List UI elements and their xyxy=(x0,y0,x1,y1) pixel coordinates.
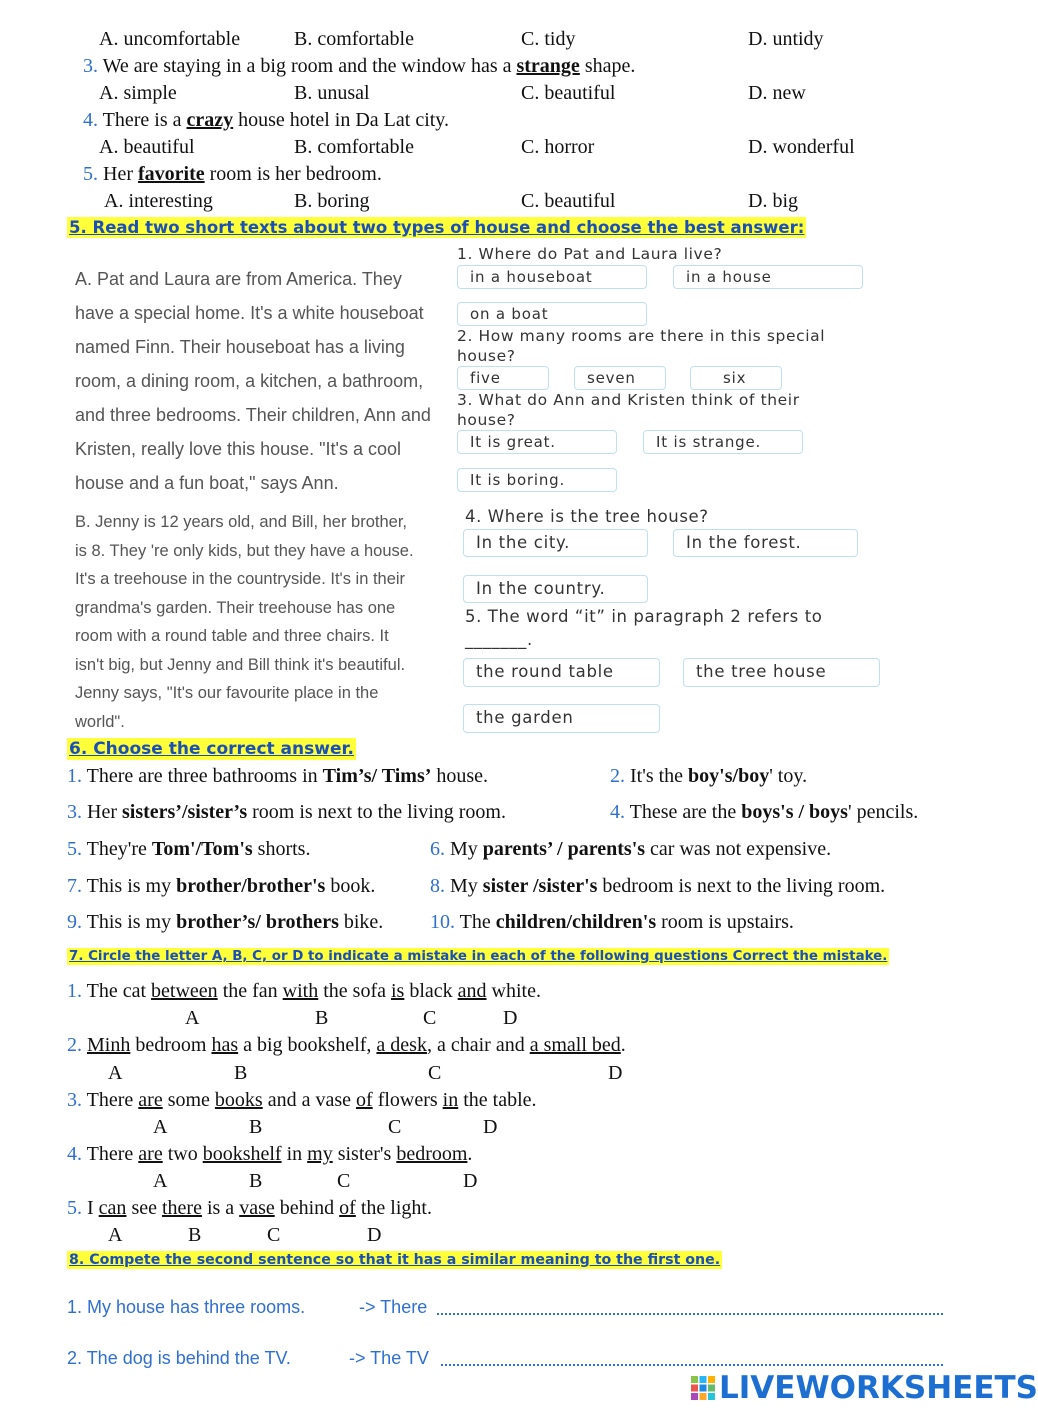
item-text: car was not expensive. xyxy=(645,838,832,860)
letter-d[interactable]: D xyxy=(608,1062,623,1084)
sentence-text: There xyxy=(86,1143,139,1165)
underlined-option[interactable]: of xyxy=(356,1089,373,1111)
sentence-text: . xyxy=(620,1034,626,1056)
item-text: My xyxy=(450,875,483,897)
item-text: This is my xyxy=(86,875,177,897)
sentence-text: There xyxy=(86,1089,139,1111)
answer-box[interactable]: In the city. xyxy=(463,529,648,557)
q3-option-b[interactable]: B. unusal xyxy=(294,82,370,104)
item-number: 1. xyxy=(67,765,82,787)
passage-line: named Finn. Their houseboat has a living xyxy=(75,337,405,357)
letter-c[interactable]: C xyxy=(428,1062,442,1084)
rewrite-sentence-1: 1. My house has three rooms. xyxy=(67,1297,306,1317)
underlined-option[interactable]: has xyxy=(211,1034,239,1056)
passage-line: isn't big, but Jenny and Bill think it's beautiful. xyxy=(75,655,406,674)
passage-line: A. Pat and Laura are from America. They xyxy=(75,269,402,289)
underlined-option[interactable]: a desk xyxy=(376,1034,427,1056)
passage-line: grandma's garden. Their treehouse has one xyxy=(75,598,396,617)
letter-d[interactable]: D xyxy=(503,1007,518,1029)
choice-item-2 xyxy=(610,765,807,788)
sentence-text: I xyxy=(87,1197,99,1219)
answer-box[interactable]: the round table xyxy=(463,658,660,687)
item-number: 5. xyxy=(67,838,82,860)
item-number: 8. xyxy=(430,875,445,897)
reading-question-3: 3. What do Ann and Kristen think of their xyxy=(457,391,800,409)
letter-a[interactable]: A xyxy=(108,1224,123,1246)
sentence-text: and a vase xyxy=(262,1089,357,1111)
choice-item-8 xyxy=(430,875,885,898)
item-number: 4. xyxy=(610,801,625,823)
question-text: There is a xyxy=(102,109,187,131)
sentence-text: see xyxy=(126,1197,162,1219)
question-4 xyxy=(83,109,449,132)
item-text: room is upstairs. xyxy=(656,911,794,933)
liveworksheets-brand: LIVEWORKSHEETS xyxy=(719,1370,1038,1406)
choice-options[interactable]: boy's/boy xyxy=(688,765,770,787)
sentence-text: in xyxy=(281,1143,308,1165)
sentence-text: the fan xyxy=(217,980,283,1002)
choice-item-5 xyxy=(67,838,310,861)
answer-box[interactable]: the tree house xyxy=(683,658,880,687)
letter-c[interactable]: C xyxy=(337,1170,351,1192)
item-text: It's the xyxy=(630,765,689,787)
q4-option-b[interactable]: B. comfortable xyxy=(294,136,414,158)
choice-options[interactable]: boys's / boys xyxy=(741,801,848,823)
letter-b[interactable]: B xyxy=(234,1062,248,1084)
key-word: favorite xyxy=(137,163,205,185)
underlined-option[interactable]: can xyxy=(98,1197,127,1219)
q3-option-d[interactable]: D. new xyxy=(748,82,806,104)
choice-item-4 xyxy=(610,801,918,824)
reading-question-3-cont: house? xyxy=(457,411,516,429)
rewrite-prompt-2: -> The TV xyxy=(349,1348,429,1368)
passage-b xyxy=(75,508,414,736)
underlined-option[interactable]: of xyxy=(339,1197,356,1219)
answer-box[interactable]: five xyxy=(457,366,549,390)
passage-line: have a special home. It's a white houseboat xyxy=(75,303,424,323)
key-word: strange xyxy=(516,55,580,77)
answer-box[interactable]: It is great. xyxy=(457,430,617,454)
reading-question-2: 2. How many rooms are there in this special xyxy=(457,327,826,345)
passage-line: It's a treehouse in the countryside. It's in their xyxy=(75,570,406,588)
sentence-text: white. xyxy=(486,980,541,1002)
key-word: crazy xyxy=(186,109,234,131)
q4-option-d[interactable]: D. wonderful xyxy=(748,136,855,158)
letter-c[interactable]: C xyxy=(388,1116,402,1138)
section-8-heading: 8. Compete the second sentence so that it has a similar meaning to the first one. xyxy=(69,1252,721,1268)
underlined-option[interactable]: Minh xyxy=(87,1034,131,1056)
rewrite-prompt-1: -> There xyxy=(359,1297,428,1317)
underlined-option[interactable]: with xyxy=(282,980,319,1002)
q5-option-a[interactable]: A. interesting xyxy=(104,190,213,212)
question-text: shape. xyxy=(579,55,636,77)
sentence-text: black xyxy=(404,980,458,1002)
sentence-text: the light. xyxy=(355,1197,432,1219)
passage-line: room, a dining room, a kitchen, a bathroom, xyxy=(75,371,424,391)
item-text: They're xyxy=(86,838,152,860)
underlined-option[interactable]: my xyxy=(307,1143,333,1165)
letter-c[interactable]: C xyxy=(267,1224,281,1246)
item-text: house. xyxy=(431,765,489,787)
answer-line-1[interactable] xyxy=(437,1313,943,1315)
letter-a[interactable]: A xyxy=(153,1116,168,1138)
underlined-option[interactable]: is xyxy=(391,980,405,1002)
letter-a[interactable]: A xyxy=(108,1062,123,1084)
sentence-text: . xyxy=(467,1143,473,1165)
sentence-text: behind xyxy=(274,1197,340,1219)
item-text: room is next to the living room. xyxy=(247,801,506,823)
choice-options[interactable]: Tim’s/ Tims’ xyxy=(322,765,432,787)
item-text: The xyxy=(459,911,496,933)
section-5-heading: 5. Read two short texts about two types of house and choose the best answer: xyxy=(69,218,805,237)
reading-question-5: 5. The word “it” in paragraph 2 refers to xyxy=(465,607,823,626)
choice-options[interactable]: Tom'/Tom's xyxy=(151,838,253,860)
item-text: ' pencils. xyxy=(847,801,919,823)
q2-option-b[interactable]: B. comfortable xyxy=(294,28,414,50)
question-text: house hotel in Da Lat city. xyxy=(233,109,450,131)
underlined-option[interactable]: in xyxy=(442,1089,459,1111)
letter-b[interactable]: B xyxy=(249,1170,263,1192)
passage-line: world". xyxy=(75,712,125,731)
passage-line: Jenny says, "It's our favourite place in the xyxy=(75,684,379,702)
passage-line: Kristen, really love this house. "It's a cool xyxy=(75,439,401,459)
q3-option-a[interactable]: A. simple xyxy=(99,82,177,104)
item-number: 4. xyxy=(67,1143,82,1165)
item-number: 9. xyxy=(67,911,82,933)
item-number: 10. xyxy=(430,911,455,933)
item-number: 3. xyxy=(67,801,82,823)
question-number: 3. xyxy=(83,55,98,77)
answer-box[interactable]: six xyxy=(690,366,782,390)
choice-item-7 xyxy=(67,875,375,898)
answer-box[interactable]: in a house xyxy=(673,265,863,289)
underlined-option[interactable]: bedroom xyxy=(396,1143,468,1165)
item-number: 2. xyxy=(67,1034,82,1056)
liveworksheets-logo-icon xyxy=(690,1375,716,1401)
reading-question-5-blank: _______. xyxy=(465,630,533,649)
question-5 xyxy=(83,163,382,186)
answer-box[interactable]: It is strange. xyxy=(643,430,803,454)
underlined-option[interactable]: between xyxy=(151,980,218,1002)
choice-options[interactable]: children/children's xyxy=(495,911,657,933)
choice-options[interactable]: sister /sister's xyxy=(482,875,598,897)
question-number: 5. xyxy=(83,163,98,185)
sentence-text: bedroom xyxy=(130,1034,212,1056)
item-number: 3. xyxy=(67,1089,82,1111)
passage-line: is 8. They 're only kids, but they have a house. xyxy=(75,541,414,560)
q2-option-a[interactable]: A. uncomfortable xyxy=(99,28,241,50)
answer-box[interactable]: seven xyxy=(574,366,666,390)
rewrite-sentence-2: 2. The dog is behind the TV. xyxy=(67,1348,291,1368)
item-text: These are the xyxy=(629,801,742,823)
q5-option-b[interactable]: B. boring xyxy=(294,190,370,212)
item-text: shorts. xyxy=(252,838,311,860)
answer-box[interactable]: on a boat xyxy=(457,302,647,326)
sentence-text: a big bookshelf, xyxy=(238,1034,377,1056)
q4-option-c[interactable]: C. horror xyxy=(521,136,595,158)
sentence-text: The cat xyxy=(86,980,152,1002)
answer-box[interactable]: the garden xyxy=(463,704,660,733)
error-item-1 xyxy=(67,980,541,1003)
item-text: My xyxy=(450,838,483,860)
letter-a[interactable]: A xyxy=(185,1007,200,1029)
underlined-option[interactable]: and xyxy=(457,980,487,1002)
underlined-option[interactable]: books xyxy=(214,1089,263,1111)
q2-option-d[interactable]: D. untidy xyxy=(748,28,824,50)
choice-item-6 xyxy=(430,838,831,861)
item-number: 6. xyxy=(430,838,445,860)
answer-box[interactable]: It is boring. xyxy=(457,468,617,492)
choice-options[interactable]: brother/brother's xyxy=(176,875,326,897)
sentence-text: sister's xyxy=(332,1143,397,1165)
item-number: 1. xyxy=(67,980,82,1002)
question-text: We are staying in a big room and the window has a xyxy=(102,55,517,77)
underlined-option[interactable]: vase xyxy=(239,1197,275,1219)
error-item-4 xyxy=(67,1143,472,1166)
question-text: Her xyxy=(103,163,138,185)
reading-question-1: 1. Where do Pat and Laura live? xyxy=(457,245,723,263)
passage-line: B. Jenny is 12 years old, and Bill, her brother, xyxy=(75,513,408,531)
item-number: 5. xyxy=(67,1197,82,1219)
choice-options[interactable]: parents’ / parents's xyxy=(482,838,646,860)
underlined-option[interactable]: are xyxy=(138,1089,163,1111)
letter-c[interactable]: C xyxy=(423,1007,437,1029)
item-text: There are three bathrooms in xyxy=(86,765,323,787)
sentence-text: , a chair and xyxy=(426,1034,530,1056)
sentence-text: two xyxy=(162,1143,203,1165)
underlined-option[interactable]: a small bed xyxy=(529,1034,621,1056)
item-number: 7. xyxy=(67,875,82,897)
underlined-option[interactable]: there xyxy=(161,1197,202,1219)
letter-d[interactable]: D xyxy=(483,1116,498,1138)
underlined-option[interactable]: are xyxy=(138,1143,163,1165)
sentence-text: is a xyxy=(201,1197,240,1219)
item-text: ' toy. xyxy=(769,765,808,787)
item-text: This is my xyxy=(86,911,177,933)
question-text: room is her bedroom. xyxy=(204,163,382,185)
q5-option-d[interactable]: D. big xyxy=(748,190,798,212)
letter-b[interactable]: B xyxy=(188,1224,202,1246)
section-7-heading: 7. Circle the letter A, B, C, or D to indicate a mistake in each of the following questions Correct the mistake. xyxy=(69,949,888,964)
passage-a xyxy=(75,262,431,500)
choice-item-3 xyxy=(67,801,506,824)
q3-option-c[interactable]: C. beautiful xyxy=(521,82,616,104)
q4-option-a[interactable]: A. beautiful xyxy=(99,136,195,158)
section-6-heading: 6. Choose the correct answer. xyxy=(69,739,354,759)
q2-option-c[interactable]: C. tidy xyxy=(521,28,576,50)
item-text: Her xyxy=(87,801,122,823)
answer-box[interactable]: In the forest. xyxy=(673,529,858,557)
item-text: book. xyxy=(325,875,376,897)
item-text: bedroom is next to the living room. xyxy=(597,875,886,897)
item-text: bike. xyxy=(338,911,384,933)
letter-d[interactable]: D xyxy=(367,1224,382,1246)
letter-b[interactable]: B xyxy=(249,1116,263,1138)
answer-box[interactable]: In the country. xyxy=(463,575,648,603)
choice-options[interactable]: brother’s/ brothers xyxy=(176,911,339,933)
error-item-2 xyxy=(67,1034,626,1057)
choice-options[interactable]: sisters’/sister’s xyxy=(121,801,248,823)
reading-question-4: 4. Where is the tree house? xyxy=(465,507,709,526)
sentence-text: the table. xyxy=(458,1089,537,1111)
letter-a[interactable]: A xyxy=(153,1170,168,1192)
reading-question-2-cont: house? xyxy=(457,347,516,365)
sentence-text: the sofa xyxy=(318,980,391,1002)
passage-line: house and a fun boat," says Ann. xyxy=(75,473,339,493)
underlined-option[interactable]: bookshelf xyxy=(202,1143,282,1165)
error-item-5 xyxy=(67,1197,432,1220)
sentence-text: flowers xyxy=(372,1089,443,1111)
choice-item-1 xyxy=(67,765,488,788)
answer-box[interactable]: in a houseboat xyxy=(457,265,647,289)
question-number: 4. xyxy=(83,109,98,131)
error-item-3 xyxy=(67,1089,537,1112)
question-3 xyxy=(83,55,635,78)
sentence-text: some xyxy=(162,1089,215,1111)
answer-line-2[interactable] xyxy=(441,1364,943,1366)
item-number: 2. xyxy=(610,765,625,787)
choice-item-9 xyxy=(67,911,383,934)
passage-line: and three bedrooms. Their children, Ann and xyxy=(75,405,431,425)
q5-option-c[interactable]: C. beautiful xyxy=(521,190,616,212)
choice-item-10 xyxy=(430,911,794,934)
letter-d[interactable]: D xyxy=(463,1170,478,1192)
passage-line: room with a round table and three chairs. It xyxy=(75,627,389,645)
letter-b[interactable]: B xyxy=(315,1007,329,1029)
